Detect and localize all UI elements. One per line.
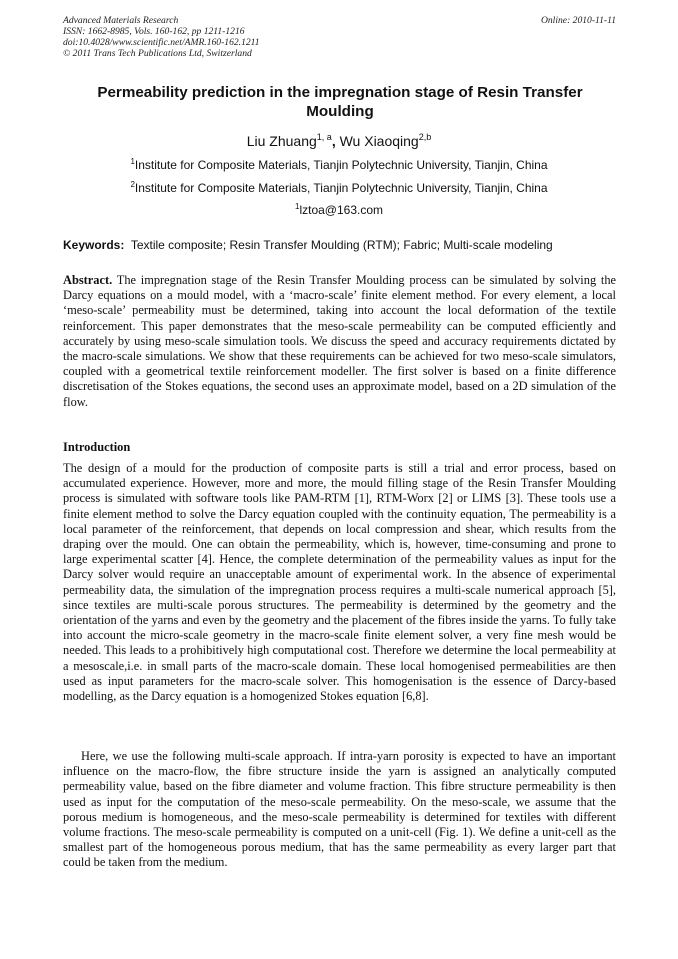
abstract-label: Abstract. — [63, 273, 113, 287]
abstract-text: The impregnation stage of the Resin Transfer Moulding process can be simulated by solving the Darcy equations on a mould model, with a ‘macro-scale’ finite element method. For every element, a local ‘meso-scale’ permeability must be determined, taking into account the local deformation of the textile reinforcement. This paper demonstrates that the meso-scale permeability can be computed efficiently and accurately by using meso-scale simulation tools. We discuss the speed and accuracy requirements dictated by the macro-scale simulations. We show that these requirements can be achieved for two meso-scale simulators, coupled with a geometrical textile reinforcement modeller. The first solver is based on a finite difference discretisation of the Stokes equations, the second uses an approximate model, based on a 2D simulation of the flow. — [63, 273, 617, 409]
author-email — [0, 203, 678, 218]
journal-issn: ISSN: 1662-8985, Vols. 160-162, pp 1211-1216 — [63, 26, 245, 37]
affiliation-2-superscript: 2 — [130, 180, 135, 189]
journal-name: Advanced Materials Research — [63, 15, 179, 26]
affiliation-1-superscript: 1 — [130, 157, 135, 166]
introduction-paragraph-2: Here, we use the following multi-scale approach. If intra-yarn porosity is expected to have an important influence on the macro-flow, the fibre structure inside the yarn is assigned an analytically computed permeability value, based on the fibre diameter and volume fraction. This fibre structure permeability is then used as input for the computation of the meso-scale permeability. On the meso-scale, we assume that the porous medium is homogeneous, and the meso-scale permeability is determined for textiles with different volume fractions. The meso-scale permeability is computed on a unit-cell (Fig. 1). We define a unit-cell as the smallest part of the homogeneous porous medium, that has the same permeability as every larger part that could be taken from the medium. — [63, 749, 616, 870]
author-1-superscript: 1, a — [316, 132, 332, 142]
affiliation-2-text: Institute for Composite Materials, Tianjin Polytechnic University, Tianjin, China — [134, 181, 548, 195]
keywords-label: Keywords: — [63, 238, 125, 252]
email-superscript: 1 — [294, 202, 300, 211]
abstract — [63, 273, 616, 410]
online-date: Online: 2010-11-11 — [540, 15, 616, 26]
keywords-text: Textile composite; Resin Transfer Moulding (RTM); Fabric; Multi-scale modeling — [130, 238, 553, 252]
author-2-superscript: 2,b — [418, 132, 432, 142]
affiliation-1 — [0, 158, 678, 173]
keywords — [63, 238, 616, 253]
affiliation-2 — [0, 181, 678, 196]
paper-title: Permeability prediction in the impregnation stage of Resin Transfer Moulding — [97, 84, 583, 120]
introduction-paragraph-1: The design of a mould for the production of composite parts is still a trial and error process, based on accumulated experience. However, more and more, the mould filling stage of the Resin Transfer Moulding process is simulated with software tools like PAM-RTM [1], RTM-Worx [2] or LIMS [3]. These tools use a finite element method to solve the Darcy equation coupled with the continuity equation, The permeability is a local parameter of the reinforcement, that depends on local compression and shear, which results from the draping over the mould. One can obtain the permeability, which is, however, time-consuming and prone to large experimental scatter [4]. Hence, the complete determination of the permeability values as input for the Darcy solver would require an unacceptable amount of experimental work. In the absence of experimental permeability data, the simulation of the impregnation process requires a multi-scale numerical approach [5], since textiles are multi-scale porous structures. The permeability is determined by the geometry and the orientation of the yarns and even by the geometry and the placement of the fibres inside the yarns. To fully take into account the micro-scale geometry in the macro-scale finite element solver, a very fine mesh would be needed. This leads to a prohibitively high computational cost. Therefore we determine the local permeability at a mesoscale,i.e. in small parts of the macro-scale domain. These local homogenised permeabilities are then used as input parameters for the macro-scale solver. This homogenisation is the essence of Darcy-based modelling, as the Darcy equation is a homogenized Stokes equation [6,8]. — [63, 461, 616, 704]
section-heading-introduction: Introduction — [63, 440, 131, 454]
affiliation-1-text: Institute for Composite Materials, Tianjin Polytechnic University, Tianjin, China — [134, 158, 548, 172]
email-text: lztoa@163.com — [299, 203, 383, 217]
author-1-name: Liu Zhuang — [246, 133, 317, 149]
journal-header — [63, 15, 616, 59]
author-line — [0, 132, 678, 150]
journal-doi: doi:10.4028/www.scientific.net/AMR.160-162.1211 — [63, 37, 260, 48]
journal-copyright: © 2011 Trans Tech Publications Ltd, Switzerland — [63, 48, 252, 59]
author-2-name: Wu Xiaoqing — [339, 133, 419, 149]
author-separator: , — [331, 133, 336, 149]
